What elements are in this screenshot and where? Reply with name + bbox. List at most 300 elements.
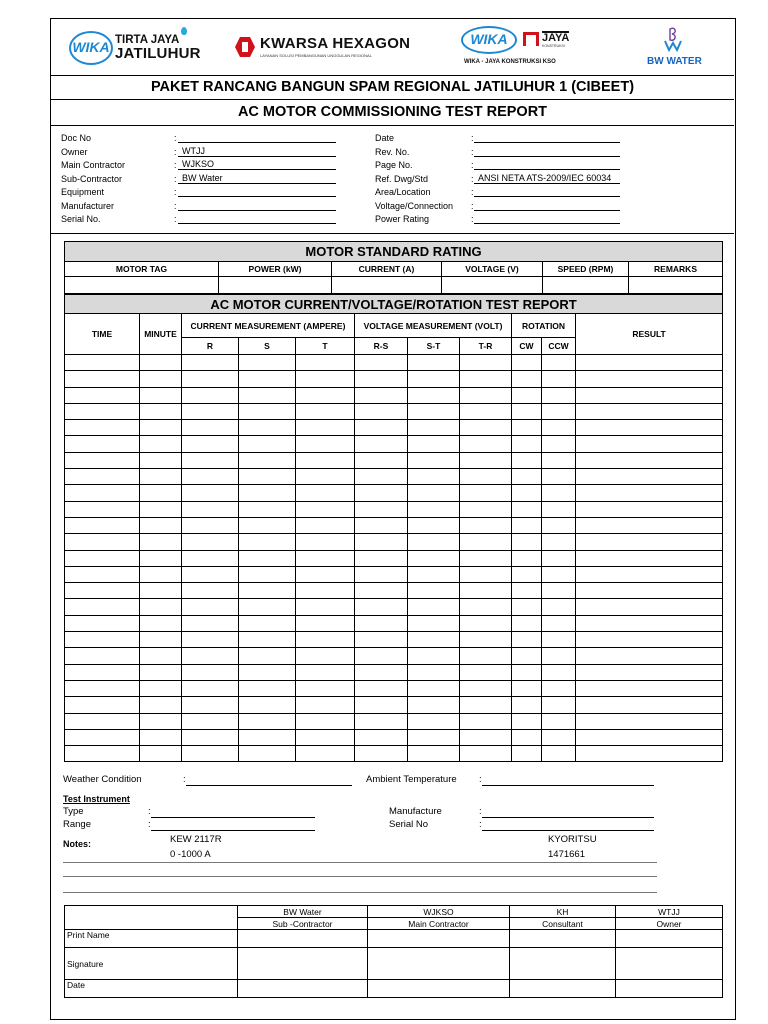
table-cell[interactable]	[355, 436, 408, 452]
table-cell[interactable]	[408, 615, 460, 631]
table-cell[interactable]	[355, 697, 408, 713]
table-cell[interactable]	[65, 420, 140, 436]
table-cell[interactable]	[296, 729, 355, 745]
ref-dwg-std-field[interactable]: ANSI NETA ATS-2009/IEC 60034	[474, 173, 620, 184]
table-cell[interactable]	[512, 615, 542, 631]
table-cell[interactable]	[296, 566, 355, 582]
manufacture-input[interactable]	[482, 806, 654, 818]
table-cell[interactable]	[182, 615, 239, 631]
table-cell[interactable]	[239, 632, 296, 648]
table-cell[interactable]	[65, 550, 140, 566]
table-cell[interactable]	[355, 355, 408, 371]
table-cell[interactable]	[239, 387, 296, 403]
table-cell[interactable]	[140, 583, 182, 599]
table-cell[interactable]	[140, 746, 182, 762]
date-cell-1[interactable]	[238, 980, 368, 998]
table-cell[interactable]	[182, 729, 239, 745]
table-cell[interactable]	[460, 371, 512, 387]
table-cell[interactable]	[542, 746, 576, 762]
date-field[interactable]	[474, 132, 620, 143]
table-cell[interactable]	[512, 469, 542, 485]
table-cell[interactable]	[65, 371, 140, 387]
table-cell[interactable]	[182, 583, 239, 599]
table-cell[interactable]	[512, 371, 542, 387]
table-cell[interactable]	[542, 697, 576, 713]
table-cell[interactable]	[182, 713, 239, 729]
power-rating-field[interactable]	[474, 213, 620, 224]
table-cell[interactable]	[182, 501, 239, 517]
table-cell[interactable]	[355, 713, 408, 729]
table-cell[interactable]	[460, 355, 512, 371]
voltage-connection-field[interactable]	[474, 200, 620, 211]
table-cell[interactable]	[65, 517, 140, 533]
table-cell[interactable]	[296, 517, 355, 533]
table-cell[interactable]	[355, 371, 408, 387]
table-cell[interactable]	[182, 566, 239, 582]
table-cell[interactable]	[542, 534, 576, 550]
table-cell[interactable]	[140, 648, 182, 664]
table-cell[interactable]	[576, 355, 723, 371]
table-cell[interactable]	[239, 371, 296, 387]
table-cell[interactable]	[355, 387, 408, 403]
table-cell[interactable]	[239, 680, 296, 696]
table-cell[interactable]	[140, 680, 182, 696]
table-cell[interactable]	[512, 599, 542, 615]
date-cell-2[interactable]	[368, 980, 510, 998]
sub-contractor-field[interactable]: BW Water	[178, 173, 336, 184]
table-cell[interactable]	[542, 583, 576, 599]
table-cell[interactable]	[182, 436, 239, 452]
table-cell[interactable]	[140, 729, 182, 745]
rating-cell-remarks[interactable]	[629, 277, 723, 294]
table-cell[interactable]	[296, 501, 355, 517]
table-cell[interactable]	[140, 355, 182, 371]
table-cell[interactable]	[512, 501, 542, 517]
table-cell[interactable]	[460, 599, 512, 615]
table-cell[interactable]	[408, 697, 460, 713]
table-cell[interactable]	[460, 403, 512, 419]
table-cell[interactable]	[576, 403, 723, 419]
table-cell[interactable]	[296, 485, 355, 501]
table-cell[interactable]	[239, 355, 296, 371]
range-input[interactable]	[151, 819, 315, 831]
table-cell[interactable]	[182, 517, 239, 533]
table-cell[interactable]	[408, 713, 460, 729]
table-cell[interactable]	[408, 648, 460, 664]
table-cell[interactable]	[65, 664, 140, 680]
table-cell[interactable]	[296, 436, 355, 452]
table-cell[interactable]	[355, 599, 408, 615]
table-cell[interactable]	[460, 632, 512, 648]
table-cell[interactable]	[460, 469, 512, 485]
print-name-cell-4[interactable]	[616, 930, 723, 948]
table-cell[interactable]	[355, 517, 408, 533]
table-cell[interactable]	[182, 534, 239, 550]
table-cell[interactable]	[408, 746, 460, 762]
table-cell[interactable]	[408, 420, 460, 436]
table-cell[interactable]	[542, 420, 576, 436]
table-cell[interactable]	[512, 420, 542, 436]
table-cell[interactable]	[576, 697, 723, 713]
table-cell[interactable]	[65, 355, 140, 371]
table-cell[interactable]	[512, 517, 542, 533]
table-cell[interactable]	[542, 485, 576, 501]
table-cell[interactable]	[408, 632, 460, 648]
table-cell[interactable]	[355, 615, 408, 631]
table-cell[interactable]	[542, 664, 576, 680]
table-cell[interactable]	[296, 420, 355, 436]
table-cell[interactable]	[460, 517, 512, 533]
table-cell[interactable]	[140, 371, 182, 387]
table-cell[interactable]	[355, 632, 408, 648]
table-cell[interactable]	[460, 566, 512, 582]
table-cell[interactable]	[140, 469, 182, 485]
table-cell[interactable]	[296, 550, 355, 566]
table-cell[interactable]	[65, 534, 140, 550]
table-cell[interactable]	[408, 599, 460, 615]
table-cell[interactable]	[408, 501, 460, 517]
table-cell[interactable]	[140, 436, 182, 452]
table-cell[interactable]	[182, 664, 239, 680]
table-cell[interactable]	[408, 436, 460, 452]
table-cell[interactable]	[296, 534, 355, 550]
table-cell[interactable]	[542, 436, 576, 452]
table-cell[interactable]	[460, 485, 512, 501]
table-cell[interactable]	[65, 648, 140, 664]
serial-no-field[interactable]	[178, 213, 336, 224]
table-cell[interactable]	[239, 697, 296, 713]
table-cell[interactable]	[460, 664, 512, 680]
table-cell[interactable]	[140, 501, 182, 517]
main-contractor-field[interactable]: WJKSO	[178, 159, 336, 170]
print-name-cell-1[interactable]	[238, 930, 368, 948]
table-cell[interactable]	[576, 599, 723, 615]
table-cell[interactable]	[182, 680, 239, 696]
table-cell[interactable]	[460, 648, 512, 664]
table-cell[interactable]	[576, 420, 723, 436]
table-cell[interactable]	[140, 387, 182, 403]
table-cell[interactable]	[576, 729, 723, 745]
table-cell[interactable]	[140, 550, 182, 566]
table-cell[interactable]	[182, 599, 239, 615]
table-cell[interactable]	[460, 501, 512, 517]
table-cell[interactable]	[239, 713, 296, 729]
table-cell[interactable]	[140, 420, 182, 436]
table-cell[interactable]	[140, 599, 182, 615]
rating-cell-speed[interactable]	[543, 277, 629, 294]
table-cell[interactable]	[140, 697, 182, 713]
table-cell[interactable]	[296, 452, 355, 468]
table-cell[interactable]	[182, 355, 239, 371]
table-cell[interactable]	[408, 583, 460, 599]
table-cell[interactable]	[512, 387, 542, 403]
table-cell[interactable]	[355, 550, 408, 566]
table-cell[interactable]	[140, 713, 182, 729]
notes-line-3[interactable]	[63, 892, 657, 893]
table-cell[interactable]	[355, 485, 408, 501]
table-cell[interactable]	[512, 632, 542, 648]
table-cell[interactable]	[182, 387, 239, 403]
table-cell[interactable]	[296, 713, 355, 729]
table-cell[interactable]	[140, 566, 182, 582]
table-cell[interactable]	[65, 452, 140, 468]
table-cell[interactable]	[65, 599, 140, 615]
table-cell[interactable]	[182, 632, 239, 648]
table-cell[interactable]	[355, 452, 408, 468]
rating-cell-motor-tag[interactable]	[65, 277, 219, 294]
print-name-cell-3[interactable]	[510, 930, 616, 948]
table-cell[interactable]	[239, 534, 296, 550]
table-cell[interactable]	[239, 452, 296, 468]
table-cell[interactable]	[460, 680, 512, 696]
table-cell[interactable]	[460, 387, 512, 403]
table-cell[interactable]	[542, 403, 576, 419]
table-cell[interactable]	[576, 387, 723, 403]
rating-cell-voltage[interactable]	[442, 277, 543, 294]
table-cell[interactable]	[408, 469, 460, 485]
table-cell[interactable]	[65, 566, 140, 582]
table-cell[interactable]	[542, 387, 576, 403]
table-cell[interactable]	[512, 664, 542, 680]
print-name-cell-2[interactable]	[368, 930, 510, 948]
ambient-temperature-input[interactable]	[482, 774, 654, 786]
table-cell[interactable]	[460, 746, 512, 762]
table-cell[interactable]	[512, 550, 542, 566]
table-cell[interactable]	[512, 729, 542, 745]
table-cell[interactable]	[408, 729, 460, 745]
table-cell[interactable]	[512, 452, 542, 468]
table-cell[interactable]	[65, 680, 140, 696]
table-cell[interactable]	[65, 583, 140, 599]
table-cell[interactable]	[576, 436, 723, 452]
table-cell[interactable]	[140, 403, 182, 419]
table-cell[interactable]	[140, 534, 182, 550]
table-cell[interactable]	[140, 615, 182, 631]
table-cell[interactable]	[355, 648, 408, 664]
signature-cell-4[interactable]	[616, 948, 723, 980]
page-no-field[interactable]	[474, 159, 620, 170]
table-cell[interactable]	[239, 648, 296, 664]
table-cell[interactable]	[512, 713, 542, 729]
table-cell[interactable]	[296, 403, 355, 419]
table-cell[interactable]	[408, 387, 460, 403]
date-cell-3[interactable]	[510, 980, 616, 998]
table-cell[interactable]	[355, 583, 408, 599]
table-cell[interactable]	[576, 566, 723, 582]
table-cell[interactable]	[65, 501, 140, 517]
table-cell[interactable]	[239, 420, 296, 436]
table-cell[interactable]	[460, 550, 512, 566]
weather-condition-input[interactable]	[186, 774, 352, 786]
table-cell[interactable]	[460, 697, 512, 713]
table-cell[interactable]	[512, 355, 542, 371]
table-cell[interactable]	[239, 517, 296, 533]
signature-cell-1[interactable]	[238, 948, 368, 980]
table-cell[interactable]	[296, 746, 355, 762]
table-cell[interactable]	[296, 664, 355, 680]
table-cell[interactable]	[460, 713, 512, 729]
table-cell[interactable]	[576, 583, 723, 599]
table-cell[interactable]	[296, 469, 355, 485]
table-cell[interactable]	[239, 566, 296, 582]
table-cell[interactable]	[512, 485, 542, 501]
table-cell[interactable]	[182, 371, 239, 387]
table-cell[interactable]	[576, 550, 723, 566]
table-cell[interactable]	[65, 615, 140, 631]
table-cell[interactable]	[460, 534, 512, 550]
notes-line-2[interactable]	[63, 876, 657, 877]
table-cell[interactable]	[408, 550, 460, 566]
table-cell[interactable]	[542, 729, 576, 745]
table-cell[interactable]	[239, 436, 296, 452]
table-cell[interactable]	[239, 485, 296, 501]
table-cell[interactable]	[408, 371, 460, 387]
serial-no-input[interactable]	[482, 819, 654, 831]
table-cell[interactable]	[296, 615, 355, 631]
table-cell[interactable]	[65, 729, 140, 745]
table-cell[interactable]	[182, 648, 239, 664]
table-cell[interactable]	[512, 436, 542, 452]
table-cell[interactable]	[296, 680, 355, 696]
table-cell[interactable]	[542, 469, 576, 485]
table-cell[interactable]	[182, 469, 239, 485]
table-cell[interactable]	[408, 485, 460, 501]
table-cell[interactable]	[542, 615, 576, 631]
table-cell[interactable]	[182, 452, 239, 468]
table-cell[interactable]	[182, 550, 239, 566]
table-cell[interactable]	[576, 632, 723, 648]
table-cell[interactable]	[140, 517, 182, 533]
area-location-field[interactable]	[474, 186, 620, 197]
table-cell[interactable]	[355, 534, 408, 550]
table-cell[interactable]	[140, 664, 182, 680]
table-cell[interactable]	[576, 517, 723, 533]
table-cell[interactable]	[576, 371, 723, 387]
table-cell[interactable]	[542, 680, 576, 696]
owner-field[interactable]: WTJJ	[178, 146, 336, 157]
table-cell[interactable]	[408, 534, 460, 550]
table-cell[interactable]	[239, 746, 296, 762]
table-cell[interactable]	[460, 436, 512, 452]
table-cell[interactable]	[408, 680, 460, 696]
table-cell[interactable]	[65, 697, 140, 713]
table-cell[interactable]	[296, 632, 355, 648]
signature-cell-2[interactable]	[368, 948, 510, 980]
table-cell[interactable]	[542, 648, 576, 664]
table-cell[interactable]	[408, 403, 460, 419]
table-cell[interactable]	[576, 680, 723, 696]
table-cell[interactable]	[542, 501, 576, 517]
notes-line-1[interactable]	[63, 862, 657, 863]
table-cell[interactable]	[408, 517, 460, 533]
table-cell[interactable]	[542, 355, 576, 371]
table-cell[interactable]	[239, 583, 296, 599]
table-cell[interactable]	[239, 599, 296, 615]
table-cell[interactable]	[65, 632, 140, 648]
table-cell[interactable]	[512, 566, 542, 582]
rating-cell-power[interactable]	[219, 277, 332, 294]
table-cell[interactable]	[355, 680, 408, 696]
table-cell[interactable]	[542, 371, 576, 387]
table-cell[interactable]	[542, 599, 576, 615]
table-cell[interactable]	[542, 517, 576, 533]
table-cell[interactable]	[512, 697, 542, 713]
table-cell[interactable]	[512, 680, 542, 696]
table-cell[interactable]	[140, 452, 182, 468]
table-cell[interactable]	[296, 355, 355, 371]
table-cell[interactable]	[355, 403, 408, 419]
table-cell[interactable]	[460, 583, 512, 599]
table-cell[interactable]	[140, 632, 182, 648]
table-cell[interactable]	[296, 648, 355, 664]
table-cell[interactable]	[239, 469, 296, 485]
table-cell[interactable]	[512, 403, 542, 419]
table-cell[interactable]	[239, 501, 296, 517]
manufacturer-field[interactable]	[178, 200, 336, 211]
table-cell[interactable]	[512, 746, 542, 762]
table-cell[interactable]	[65, 387, 140, 403]
table-cell[interactable]	[460, 452, 512, 468]
table-cell[interactable]	[576, 615, 723, 631]
table-cell[interactable]	[140, 485, 182, 501]
table-cell[interactable]	[296, 387, 355, 403]
table-cell[interactable]	[576, 648, 723, 664]
table-cell[interactable]	[576, 452, 723, 468]
table-cell[interactable]	[182, 420, 239, 436]
signature-cell-3[interactable]	[510, 948, 616, 980]
table-cell[interactable]	[512, 583, 542, 599]
table-cell[interactable]	[355, 746, 408, 762]
table-cell[interactable]	[408, 566, 460, 582]
table-cell[interactable]	[460, 615, 512, 631]
table-cell[interactable]	[576, 534, 723, 550]
table-cell[interactable]	[355, 469, 408, 485]
doc-no-field[interactable]	[178, 132, 336, 143]
table-cell[interactable]	[408, 664, 460, 680]
table-cell[interactable]	[65, 746, 140, 762]
table-cell[interactable]	[542, 713, 576, 729]
table-cell[interactable]	[460, 729, 512, 745]
table-cell[interactable]	[355, 566, 408, 582]
table-cell[interactable]	[65, 713, 140, 729]
table-cell[interactable]	[512, 648, 542, 664]
table-cell[interactable]	[65, 436, 140, 452]
table-cell[interactable]	[239, 615, 296, 631]
rating-cell-current[interactable]	[332, 277, 442, 294]
table-cell[interactable]	[182, 485, 239, 501]
table-cell[interactable]	[65, 485, 140, 501]
table-cell[interactable]	[576, 501, 723, 517]
equipment-field[interactable]	[178, 186, 336, 197]
table-cell[interactable]	[296, 599, 355, 615]
table-cell[interactable]	[408, 355, 460, 371]
table-cell[interactable]	[512, 534, 542, 550]
table-cell[interactable]	[239, 729, 296, 745]
table-cell[interactable]	[182, 403, 239, 419]
table-cell[interactable]	[355, 664, 408, 680]
table-cell[interactable]	[576, 664, 723, 680]
table-cell[interactable]	[355, 729, 408, 745]
type-input[interactable]	[151, 806, 315, 818]
table-cell[interactable]	[65, 469, 140, 485]
table-cell[interactable]	[576, 469, 723, 485]
table-cell[interactable]	[576, 746, 723, 762]
table-cell[interactable]	[355, 420, 408, 436]
table-cell[interactable]	[542, 566, 576, 582]
table-cell[interactable]	[65, 403, 140, 419]
table-cell[interactable]	[182, 697, 239, 713]
table-cell[interactable]	[408, 452, 460, 468]
